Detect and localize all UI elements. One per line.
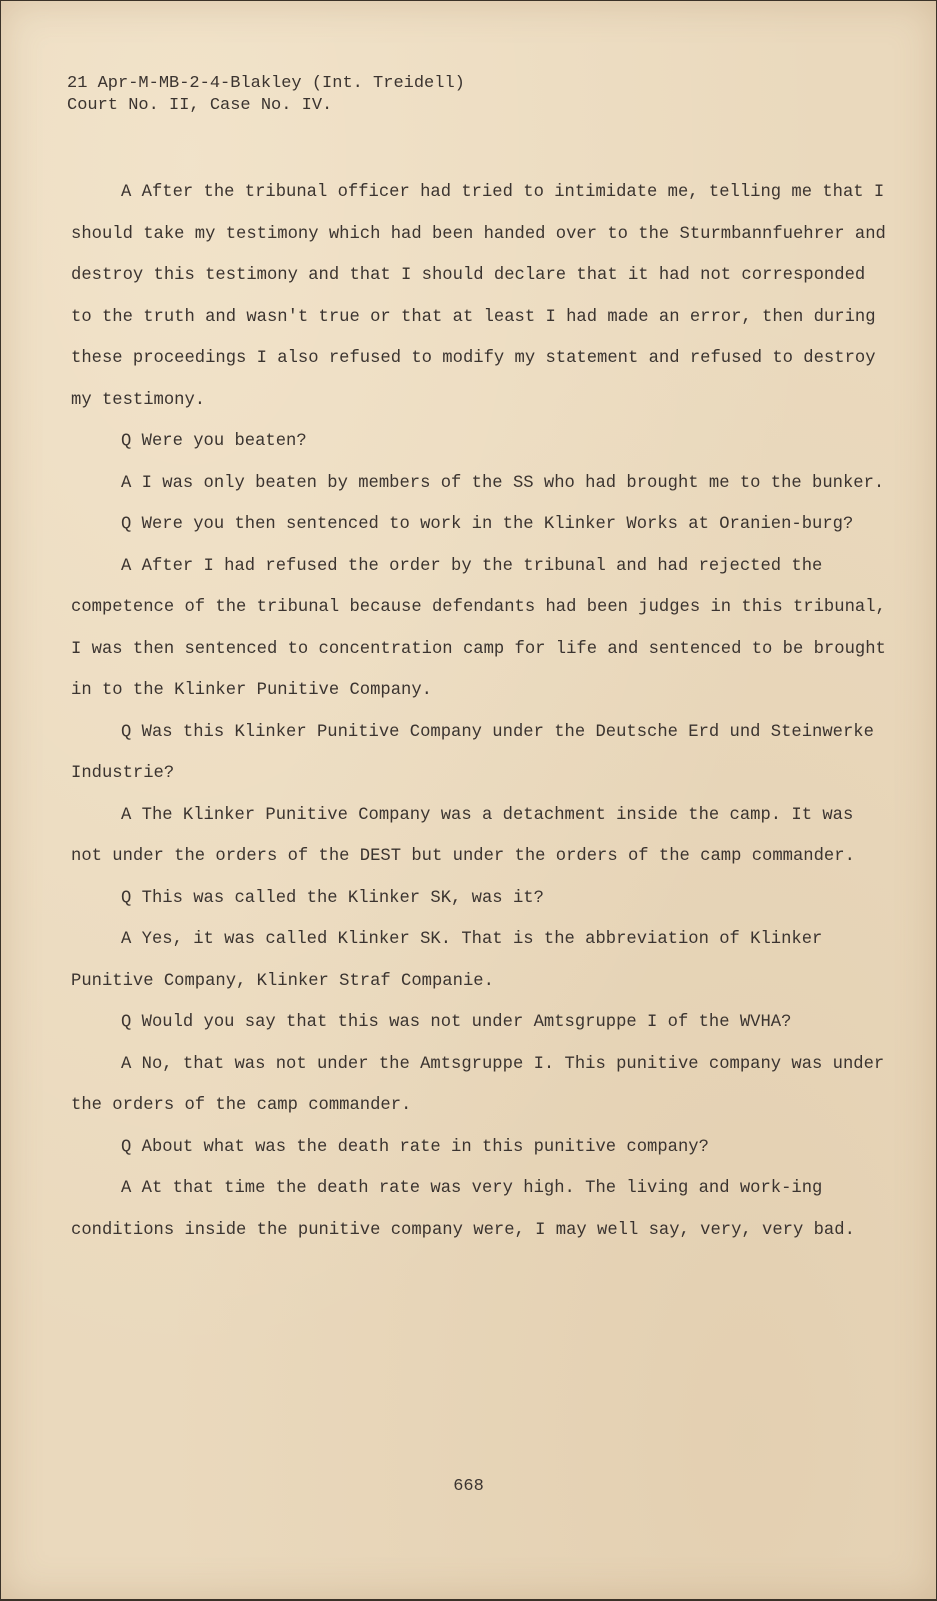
page-number: 668 xyxy=(453,1477,484,1496)
testimony-paragraph: Q About what was the death rate in this punitive company? xyxy=(121,1137,709,1157)
header-court-case: Court No. II, Case No. IV. xyxy=(67,96,333,115)
testimony-paragraph: A No, that was not under the Amtsgruppe I. This punitive company was under the orders of the camp commander. xyxy=(71,1054,885,1115)
testimony-body xyxy=(71,172,886,1251)
testimony-paragraph: Q Were you beaten? xyxy=(121,432,307,451)
document-header xyxy=(67,73,465,117)
testimony-paragraph: A After the tribunal officer had tried to intimidate me, telling me that I should take my testimony which had been handed over to the Sturmbannfuehrer and destroy this testimony and that I should declare that it had not corresponded to the truth and wasn't true or that at least I had made an error, then during these proceedings I also refused to modify my statement and refused to destroy my testimony. xyxy=(71,183,886,410)
testimony-paragraph: A The Klinker Punitive Company was a detachment inside the camp. It was not under the orders of the DEST but under the orders of the camp commander. xyxy=(71,805,855,866)
testimony-paragraph: A Yes, it was called Klinker SK. That is the abbreviation of Klinker Punitive Company, Klinker Straf Companie. xyxy=(71,930,823,991)
testimony-paragraph: Q Would you say that this was not under Amtsgruppe I of the WVHA? xyxy=(121,1013,792,1032)
testimony-paragraph: Q Was this Klinker Punitive Company under the Deutsche Erd und Steinwerke Industrie? xyxy=(71,722,874,783)
testimony-paragraph: Q This was called the Klinker SK, was it? xyxy=(121,888,544,908)
header-case-reference: 21 Apr-M-MB-2-4-Blakley (Int. Treidell) xyxy=(67,74,465,93)
testimony-paragraph: A At that time the death rate was very high. The living and work-ing conditions inside the punitive company were, I may well say, very, very bad. xyxy=(71,1179,855,1240)
document-page xyxy=(1,1,936,1599)
testimony-paragraph: Q Were you then sentenced to work in the Klinker Works at Oranien-burg? xyxy=(121,515,854,534)
testimony-paragraph: A After I had refused the order by the tribunal and had rejected the competence of the tribunal because defendants had been judges in this tribunal, I was then sentenced to concentration camp for life and sentenced to be brought in to the Klinker Punitive Company. xyxy=(71,556,886,700)
testimony-paragraph: A I was only beaten by members of the SS who had brought me to the bunker. xyxy=(121,473,885,493)
